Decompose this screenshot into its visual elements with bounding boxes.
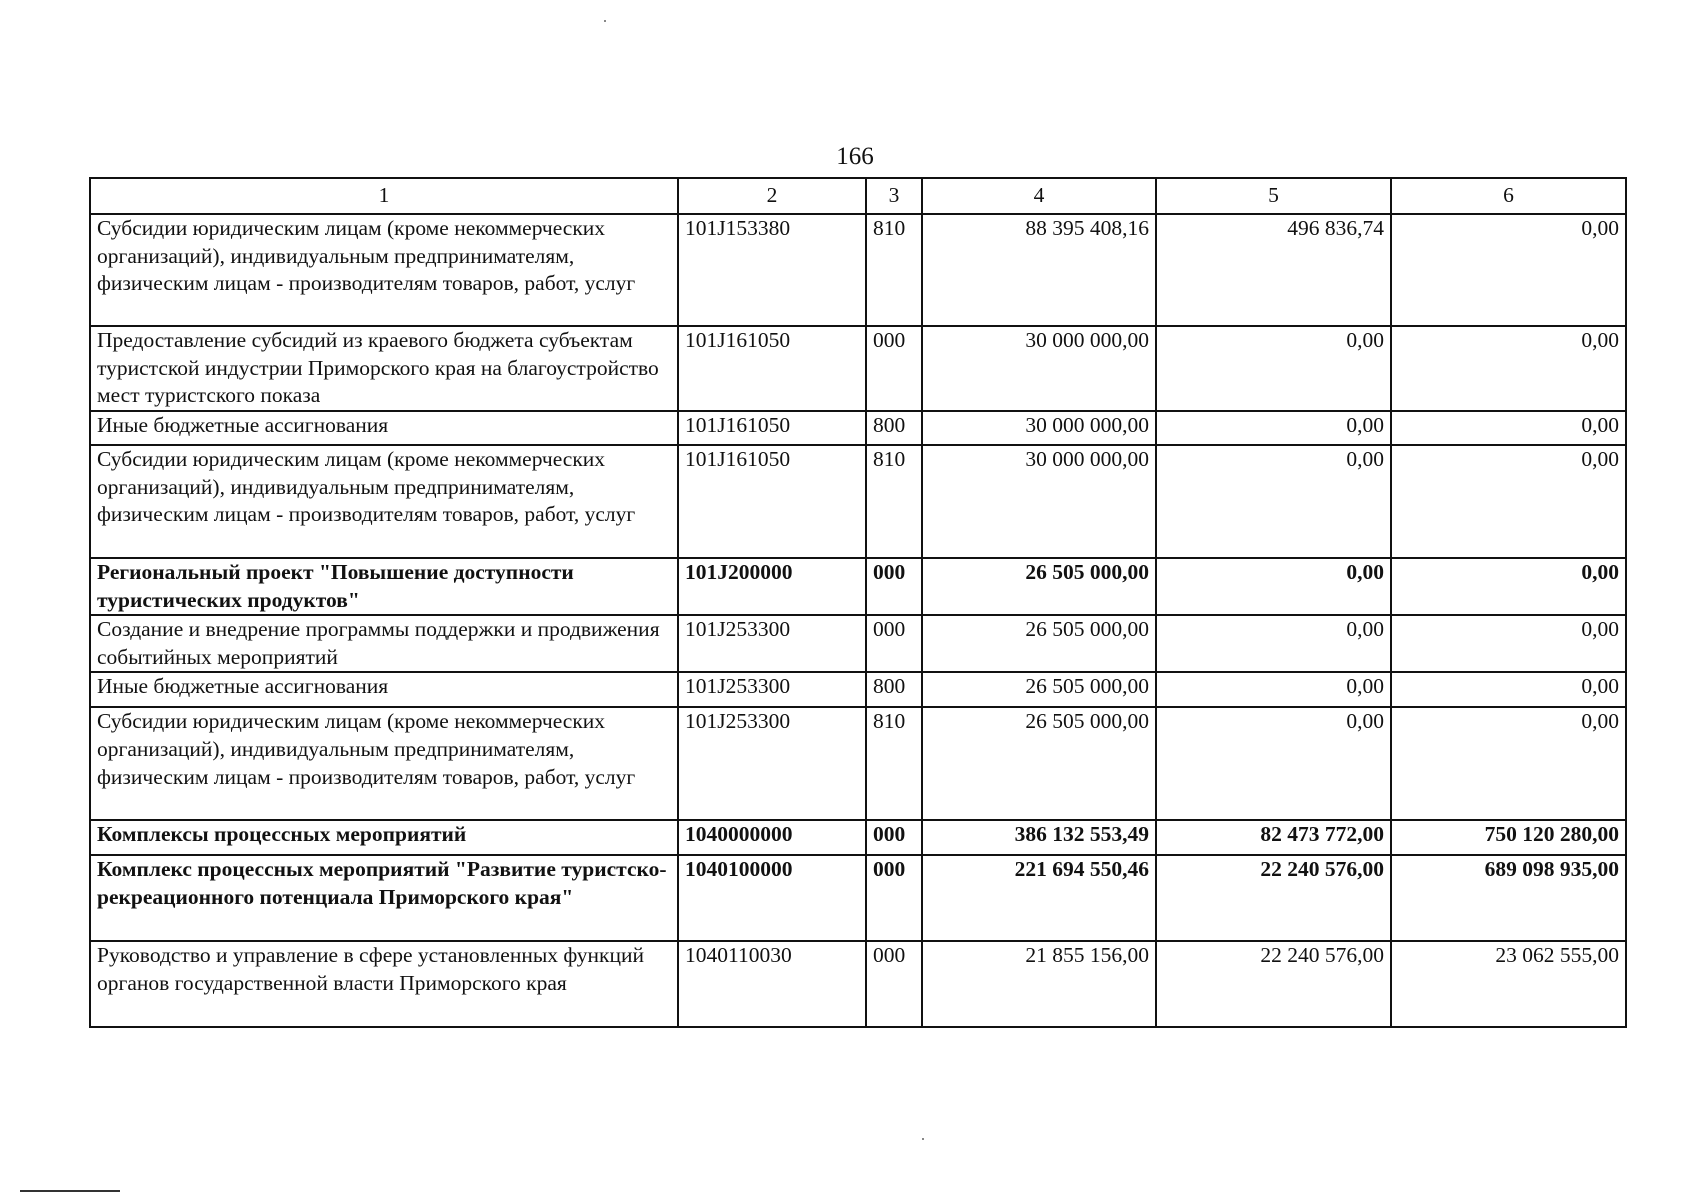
column-header-6: 6 [1391, 178, 1626, 214]
row-type: 000 [866, 855, 922, 941]
row-code: 101J161050 [678, 326, 866, 411]
table-row [90, 707, 1626, 820]
table-header-row [90, 178, 1626, 214]
row-code: 1040100000 [678, 855, 866, 941]
row-value-5: 0,00 [1156, 672, 1391, 707]
row-type: 000 [866, 326, 922, 411]
column-header-2: 2 [678, 178, 866, 214]
column-header-5: 5 [1156, 178, 1391, 214]
row-value-6: 0,00 [1391, 707, 1626, 820]
row-code: 1040000000 [678, 820, 866, 855]
row-name: Субсидии юридическим лицам (кроме некоммерческих организаций), индивидуальным предпринимателям, физическим лицам - производителям товаров, работ, услуг [90, 214, 678, 326]
budget-table [89, 177, 1627, 1028]
row-code: 101J253300 [678, 707, 866, 820]
row-type: 800 [866, 672, 922, 707]
row-value-6: 0,00 [1391, 672, 1626, 707]
row-type: 000 [866, 820, 922, 855]
row-value-6: 689 098 935,00 [1391, 855, 1626, 941]
row-name: Субсидии юридическим лицам (кроме некоммерческих организаций), индивидуальным предпринимателям, физическим лицам - производителям товаров, работ, услуг [90, 707, 678, 820]
row-value-4: 30 000 000,00 [922, 411, 1156, 445]
row-value-6: 0,00 [1391, 411, 1626, 445]
row-value-6: 750 120 280,00 [1391, 820, 1626, 855]
row-value-5: 0,00 [1156, 411, 1391, 445]
row-name: Региональный проект "Повышение доступности туристических продуктов" [90, 558, 678, 615]
row-value-5: 22 240 576,00 [1156, 941, 1391, 1027]
row-type: 000 [866, 941, 922, 1027]
row-code: 101J253300 [678, 615, 866, 672]
table-row [90, 558, 1626, 615]
row-value-5: 0,00 [1156, 558, 1391, 615]
row-value-4: 88 395 408,16 [922, 214, 1156, 326]
table-row [90, 855, 1626, 941]
row-value-5: 496 836,74 [1156, 214, 1391, 326]
scan-speck [604, 20, 606, 22]
row-code: 101J153380 [678, 214, 866, 326]
row-type: 810 [866, 214, 922, 326]
row-value-5: 0,00 [1156, 707, 1391, 820]
row-value-4: 26 505 000,00 [922, 672, 1156, 707]
page-number: 166 [836, 143, 874, 170]
row-code: 101J161050 [678, 445, 866, 558]
row-name: Иные бюджетные ассигнования [90, 672, 678, 707]
row-code: 101J200000 [678, 558, 866, 615]
row-type: 800 [866, 411, 922, 445]
table-row [90, 820, 1626, 855]
row-name: Субсидии юридическим лицам (кроме некоммерческих организаций), индивидуальным предпринимателям, физическим лицам - производителям товаров, работ, услуг [90, 445, 678, 558]
scan-speck [922, 1138, 924, 1140]
row-value-5: 22 240 576,00 [1156, 855, 1391, 941]
row-code: 101J161050 [678, 411, 866, 445]
row-value-6: 0,00 [1391, 445, 1626, 558]
row-name: Комплексы процессных мероприятий [90, 820, 678, 855]
row-code: 101J253300 [678, 672, 866, 707]
footnote-rule [20, 1190, 120, 1192]
column-header-1: 1 [90, 178, 678, 214]
row-code: 1040110030 [678, 941, 866, 1027]
row-value-5: 0,00 [1156, 615, 1391, 672]
row-name: Создание и внедрение программы поддержки и продвижения событийных мероприятий [90, 615, 678, 672]
row-value-4: 386 132 553,49 [922, 820, 1156, 855]
table-row [90, 941, 1626, 1027]
row-value-6: 0,00 [1391, 214, 1626, 326]
row-value-6: 0,00 [1391, 558, 1626, 615]
table-row [90, 214, 1626, 326]
row-name: Предоставление субсидий из краевого бюджета субъектам туристской индустрии Приморского края на благоустройство мест туристского показа [90, 326, 678, 411]
row-value-6: 0,00 [1391, 615, 1626, 672]
column-header-4: 4 [922, 178, 1156, 214]
row-value-5: 0,00 [1156, 445, 1391, 558]
row-name: Иные бюджетные ассигнования [90, 411, 678, 445]
row-value-4: 26 505 000,00 [922, 558, 1156, 615]
row-value-4: 26 505 000,00 [922, 707, 1156, 820]
row-name: Комплекс процессных мероприятий "Развитие туристско-рекреационного потенциала Приморского края" [90, 855, 678, 941]
row-value-5: 82 473 772,00 [1156, 820, 1391, 855]
column-header-3: 3 [866, 178, 922, 214]
row-value-4: 30 000 000,00 [922, 445, 1156, 558]
table-row [90, 672, 1626, 707]
row-value-4: 21 855 156,00 [922, 941, 1156, 1027]
table-row [90, 411, 1626, 445]
row-value-4: 30 000 000,00 [922, 326, 1156, 411]
table-row [90, 615, 1626, 672]
row-value-5: 0,00 [1156, 326, 1391, 411]
row-type: 810 [866, 445, 922, 558]
table-row [90, 326, 1626, 411]
row-value-6: 23 062 555,00 [1391, 941, 1626, 1027]
row-value-4: 26 505 000,00 [922, 615, 1156, 672]
row-name: Руководство и управление в сфере установленных функций органов государственной власти Приморского края [90, 941, 678, 1027]
row-value-4: 221 694 550,46 [922, 855, 1156, 941]
row-type: 810 [866, 707, 922, 820]
row-type: 000 [866, 558, 922, 615]
table-row [90, 445, 1626, 558]
row-value-6: 0,00 [1391, 326, 1626, 411]
row-type: 000 [866, 615, 922, 672]
